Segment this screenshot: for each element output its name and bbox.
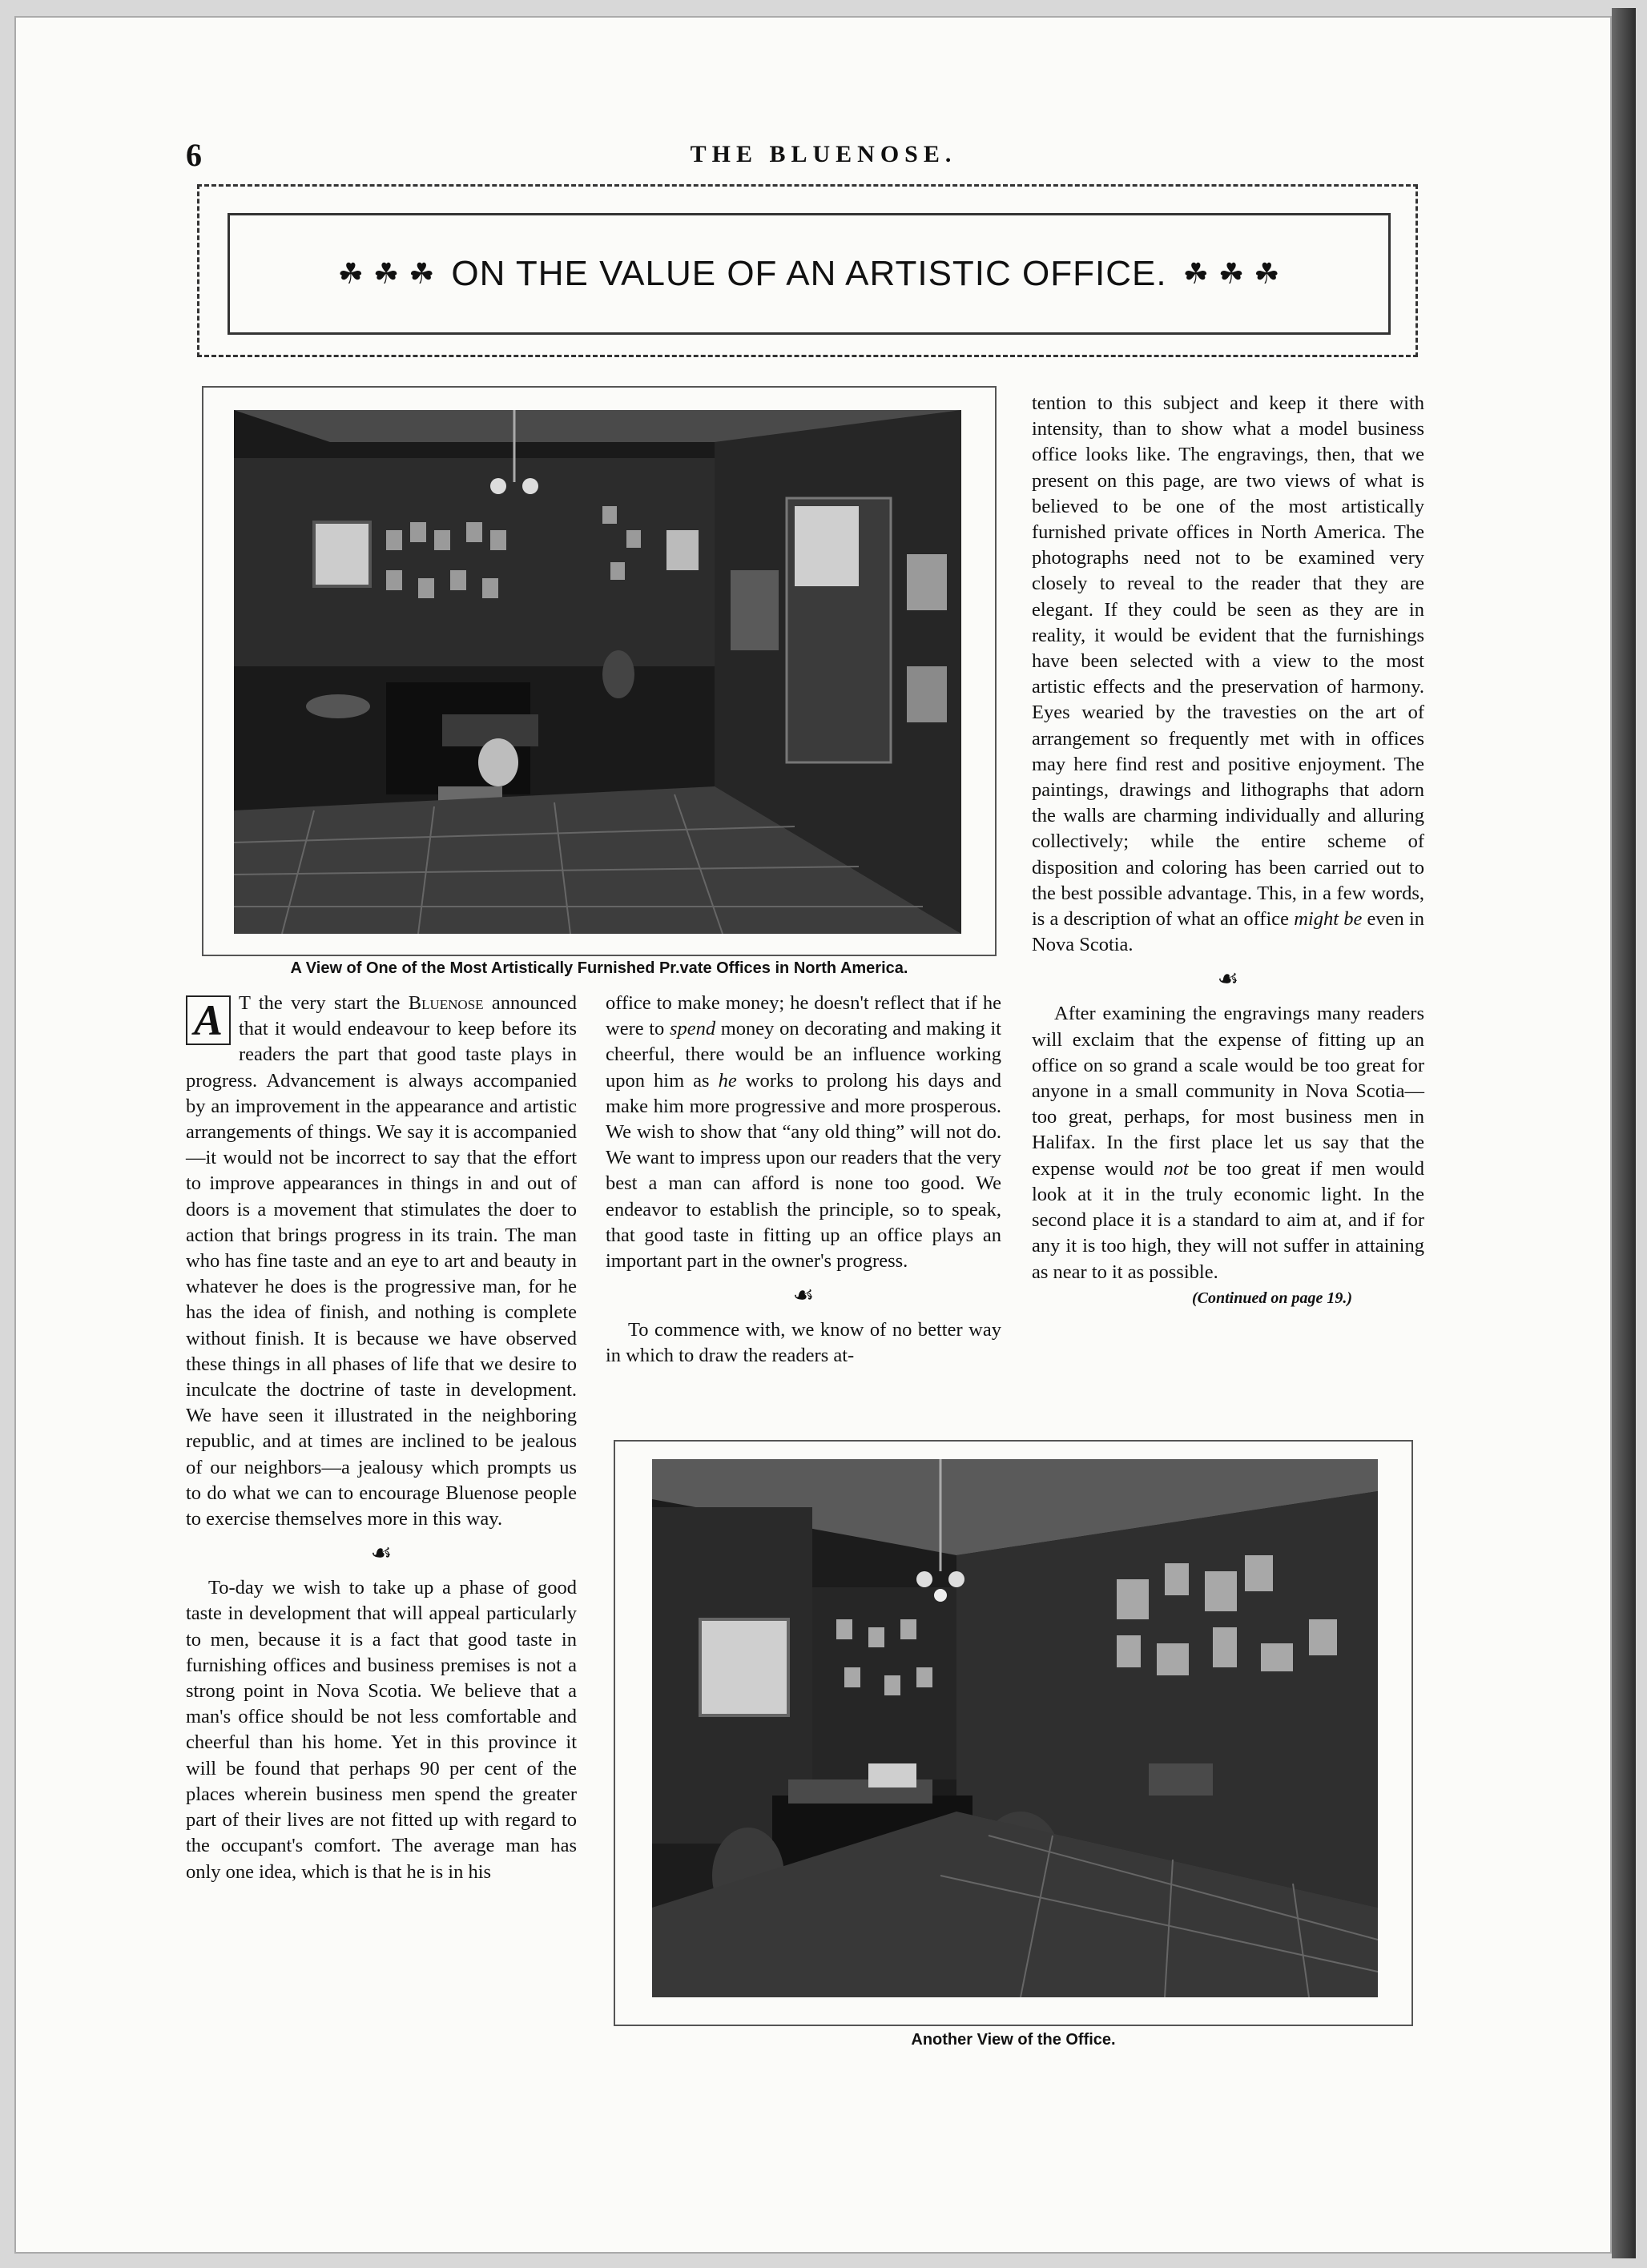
office-photo-view-2 bbox=[652, 1459, 1378, 1997]
paragraph-text: be too great if men would look at it in the truly economic light. In the second place it is a standard to aim at, and if for any it is too high, they will not suffer in attaining as near to it as possible. bbox=[1032, 1157, 1424, 1283]
drop-cap: A bbox=[186, 995, 231, 1045]
article-paragraph-4: To commence with, we know of no better way in which to draw the readers at- bbox=[606, 1319, 1001, 1367]
paragraph-text: announced that it would endeavour to keep before its readers the part that good taste plays in progress. Advancement is always accompanied by an improvement in the appearance and artistic arrangements of things. We say it is accompanied—it would not be incorrect to say that the effort to improve appearances in things in and out of doors is a movement that stimulates the doer to action that brings progress in its train. The man who has fine taste and an eye to art and beauty in whatever he does is the progressive man, for he has the idea of finish, and nothing is complete without finish. It is because we have observed these things in all phases of life that we desire to inculcate the doctrine of taste in development. We have seen it illustrated in the neighboring republic, and at times are inclined to be jealous of our neighbors—a jealousy which prompts us to do what we can to encourage Bluenose people to exercise themselves more in this way. bbox=[186, 992, 578, 1530]
article-paragraph-1 bbox=[186, 991, 577, 1532]
paragraph-text: money on decorating and making it cheerful, there would be an influence working upon him as bbox=[606, 1018, 1001, 1092]
paragraph-text: office to make money; he doesn't reflect that if he were to bbox=[606, 992, 1001, 1040]
page-number: 6 bbox=[186, 137, 202, 173]
paragraph-text: T the very start the bbox=[239, 992, 409, 1014]
emphasis-might-be: might be bbox=[1294, 908, 1363, 931]
article-paragraph-5 bbox=[1032, 391, 1424, 958]
top-photo-caption: A View of One of the Most Artistically Furnished Pr.vate Offices in North America. bbox=[290, 959, 908, 977]
paragraph-text: tention to this subject and keep it there with intensity, than to show what a model business office looks like. The engravings, then, that we present on this page, are two views of what is believed to be one of the most artistically furnished private offices in North America. The photographs need not to be examined very closely to reveal to the reader that they are elegant. If they could be seen as they are in reality, it would be evident that the furnishings have been selected with a view to the most artistic effects and the preservation of harmony. Eyes wearied by the travesties on the art of arrangement so frequently met with in offices may here find rest and positive enjoyment. The paintings, drawings and lithographs that adorn the walls are charming individually and alluring collectively; while the entire scheme of disposition and coloring has been carried out to the best possible advantage. This, in a few words, is a description of what an office bbox=[1032, 392, 1424, 931]
magazine-name: Bluenose bbox=[408, 992, 484, 1014]
emphasis-he: he bbox=[718, 1069, 737, 1092]
emphasis-not: not bbox=[1163, 1157, 1189, 1180]
emphasis-spend: spend bbox=[669, 1018, 716, 1040]
article-column-1 bbox=[186, 991, 577, 1885]
running-header: THE BLUENOSE. bbox=[690, 141, 957, 167]
article-paragraph-6 bbox=[1032, 1001, 1424, 1285]
office-photo-view-1 bbox=[234, 410, 961, 934]
paragraph-text: even in Nova Scotia. bbox=[1032, 908, 1424, 956]
section-ornament: ☙ bbox=[1217, 966, 1239, 993]
article-column-3 bbox=[1032, 391, 1424, 1311]
paragraph-text: After examining the engravings many readers will exclaim that the expense of fitting up an office on so grand a scale would be too great for anyone in a small community in Nova Scotia—too great, perhaps, for most business men in Halifax. In the first place let us say that the expense would bbox=[1032, 1003, 1424, 1180]
article-paragraph-2: To-day we wish to take up a phase of good taste in development that will appeal particularly to men, because it is a fact that good taste in furnishing offices and business premises is not a strong point in Nova Scotia. We believe that a man's office should be not less comfortable and cheerful than his home. Yet in this province it will be found that perhaps 90 per cent of the places wherein business men spend the greater part of their lives are not fitted up with regard to the occupant's comfort. The average man has only one idea, which is that he is in his bbox=[186, 1577, 577, 1883]
article-column-2 bbox=[606, 991, 1001, 1369]
clover-ornament-left: ☘ ☘ ☘ bbox=[337, 257, 436, 290]
article-headline bbox=[228, 213, 1391, 335]
headline-text: ON THE VALUE OF AN ARTISTIC OFFICE. bbox=[451, 254, 1167, 293]
section-ornament: ☙ bbox=[792, 1282, 815, 1309]
article-paragraph-3 bbox=[606, 991, 1001, 1274]
bottom-photo-caption: Another View of the Office. bbox=[911, 2031, 1116, 2049]
section-ornament: ☙ bbox=[370, 1540, 393, 1567]
book-binding-edge bbox=[1612, 8, 1636, 2258]
continued-note: (Continued on page 19.) bbox=[1191, 1289, 1352, 1307]
paragraph-text: works to prolong his days and make him more progressive and more prosperous. We wish to show that “any old thing” will not do. We want to impress upon our readers that the very best a man can afford is none too good. We endeavor to establish the principle, so to speak, that good taste in fitting up an office plays an important part in the owner's progress. bbox=[606, 1069, 1001, 1273]
clover-ornament-right: ☘ ☘ ☘ bbox=[1182, 257, 1281, 290]
